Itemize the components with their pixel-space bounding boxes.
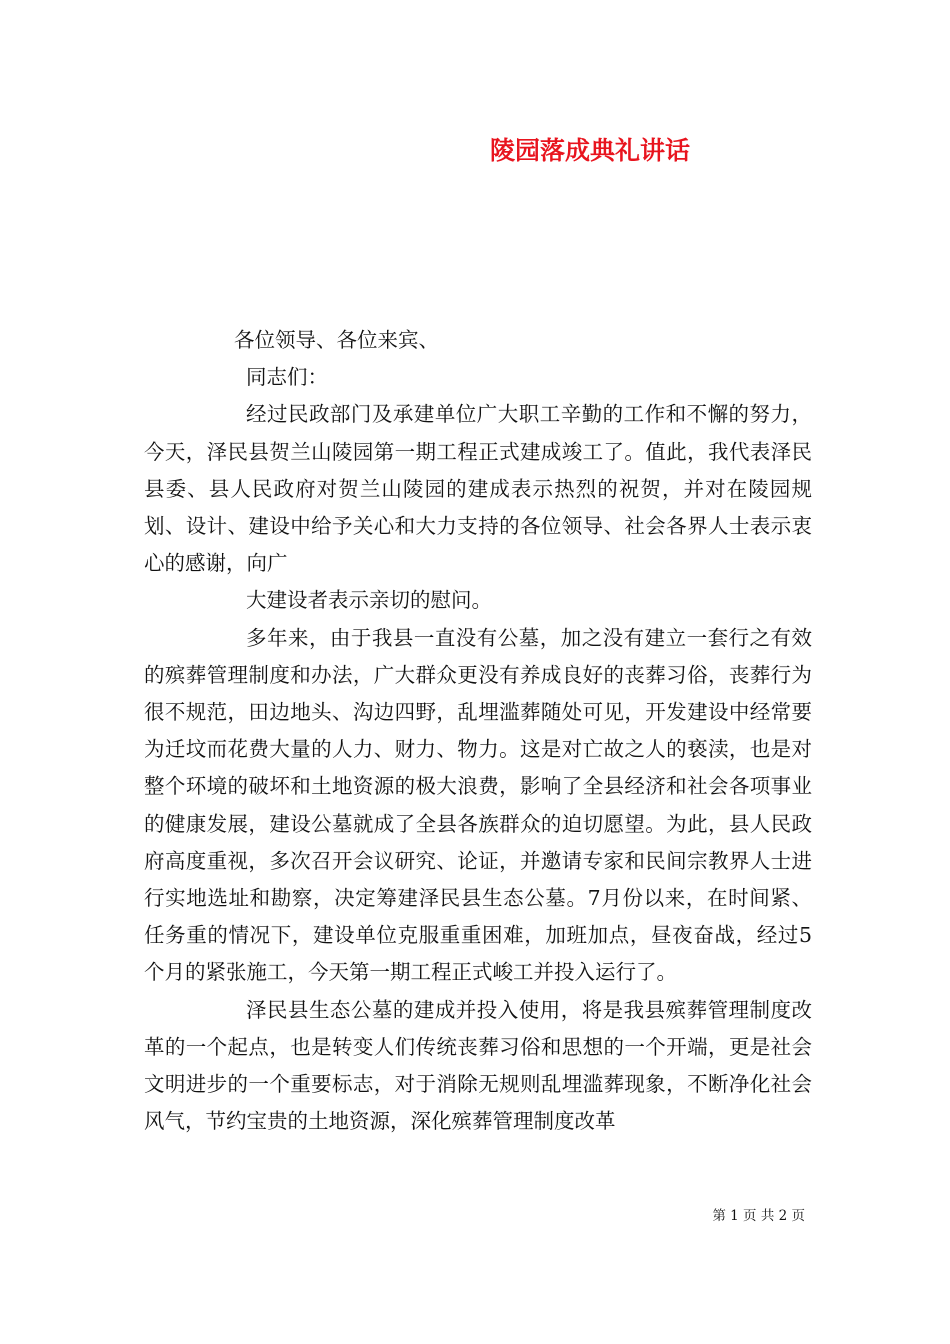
paragraph-1: 经过民政部门及承建单位广大职工辛勤的工作和不懈的努力，今天，泽民县贺兰山陵园第一期工程正式建成竣工了。值此，我代表泽民县委、县人民政府对贺兰山陵园的建成表示热烈的祝贺，并对在陵园规划、设计、建设中给予关心和大力支持的各位领导、社会各界人士表示衷心的感谢，向广	[144, 402, 812, 576]
document-body	[144, 322, 812, 1140]
paragraph-3: 泽民县生态公墓的建成并投入使用，将是我县殡葬管理制度改革的一个起点，也是转变人们传统丧葬习俗和思想的一个开端，更是社会文明进步的一个重要标志，对于消除无规则乱埋滥葬现象，不断净化社会风气，节约宝贵的土地资源，深化殡葬管理制度改革	[144, 997, 812, 1134]
salutation-line-2: 同志们：	[246, 365, 328, 390]
paragraph-2: 多年来，由于我县一直没有公墓，加之没有建立一套行之有效的殡葬管理制度和办法，广大群众更没有养成良好的丧葬习俗，丧葬行为很不规范，田边地头、沟边四野，乱埋滥葬随处可见，开发建设中经常要为迁坟而花费大量的人力、财力、物力。这是对亡故之人的亵渎，也是对整个环境的破坏和土地资源的极大浪费，影响了全县经济和社会各项事业的健康发展，建设公墓就成了全县各族群众的迫切愿望。为此，县人民政府高度重视，多次召开会议研究、论证，并邀请专家和民间宗教界人士进行实地选址和勘察，决定筹建泽民县生态公墓。7月份以来，在时间紧、任务重的情况下，建设单位克服重重困难，加班加点，昼夜奋战，经过5个月的紧张施工，今天第一期工程正式峻工并投入运行了。	[144, 625, 812, 985]
document-title: 陵园落成典礼讲话	[489, 136, 690, 165]
page-footer: 第 1 页 共 2 页	[712, 1208, 805, 1224]
paragraph-1-continuation: 大建设者表示亲切的慰问。	[246, 588, 492, 613]
salutation-line-1: 各位领导、各位来宾、	[234, 328, 439, 352]
